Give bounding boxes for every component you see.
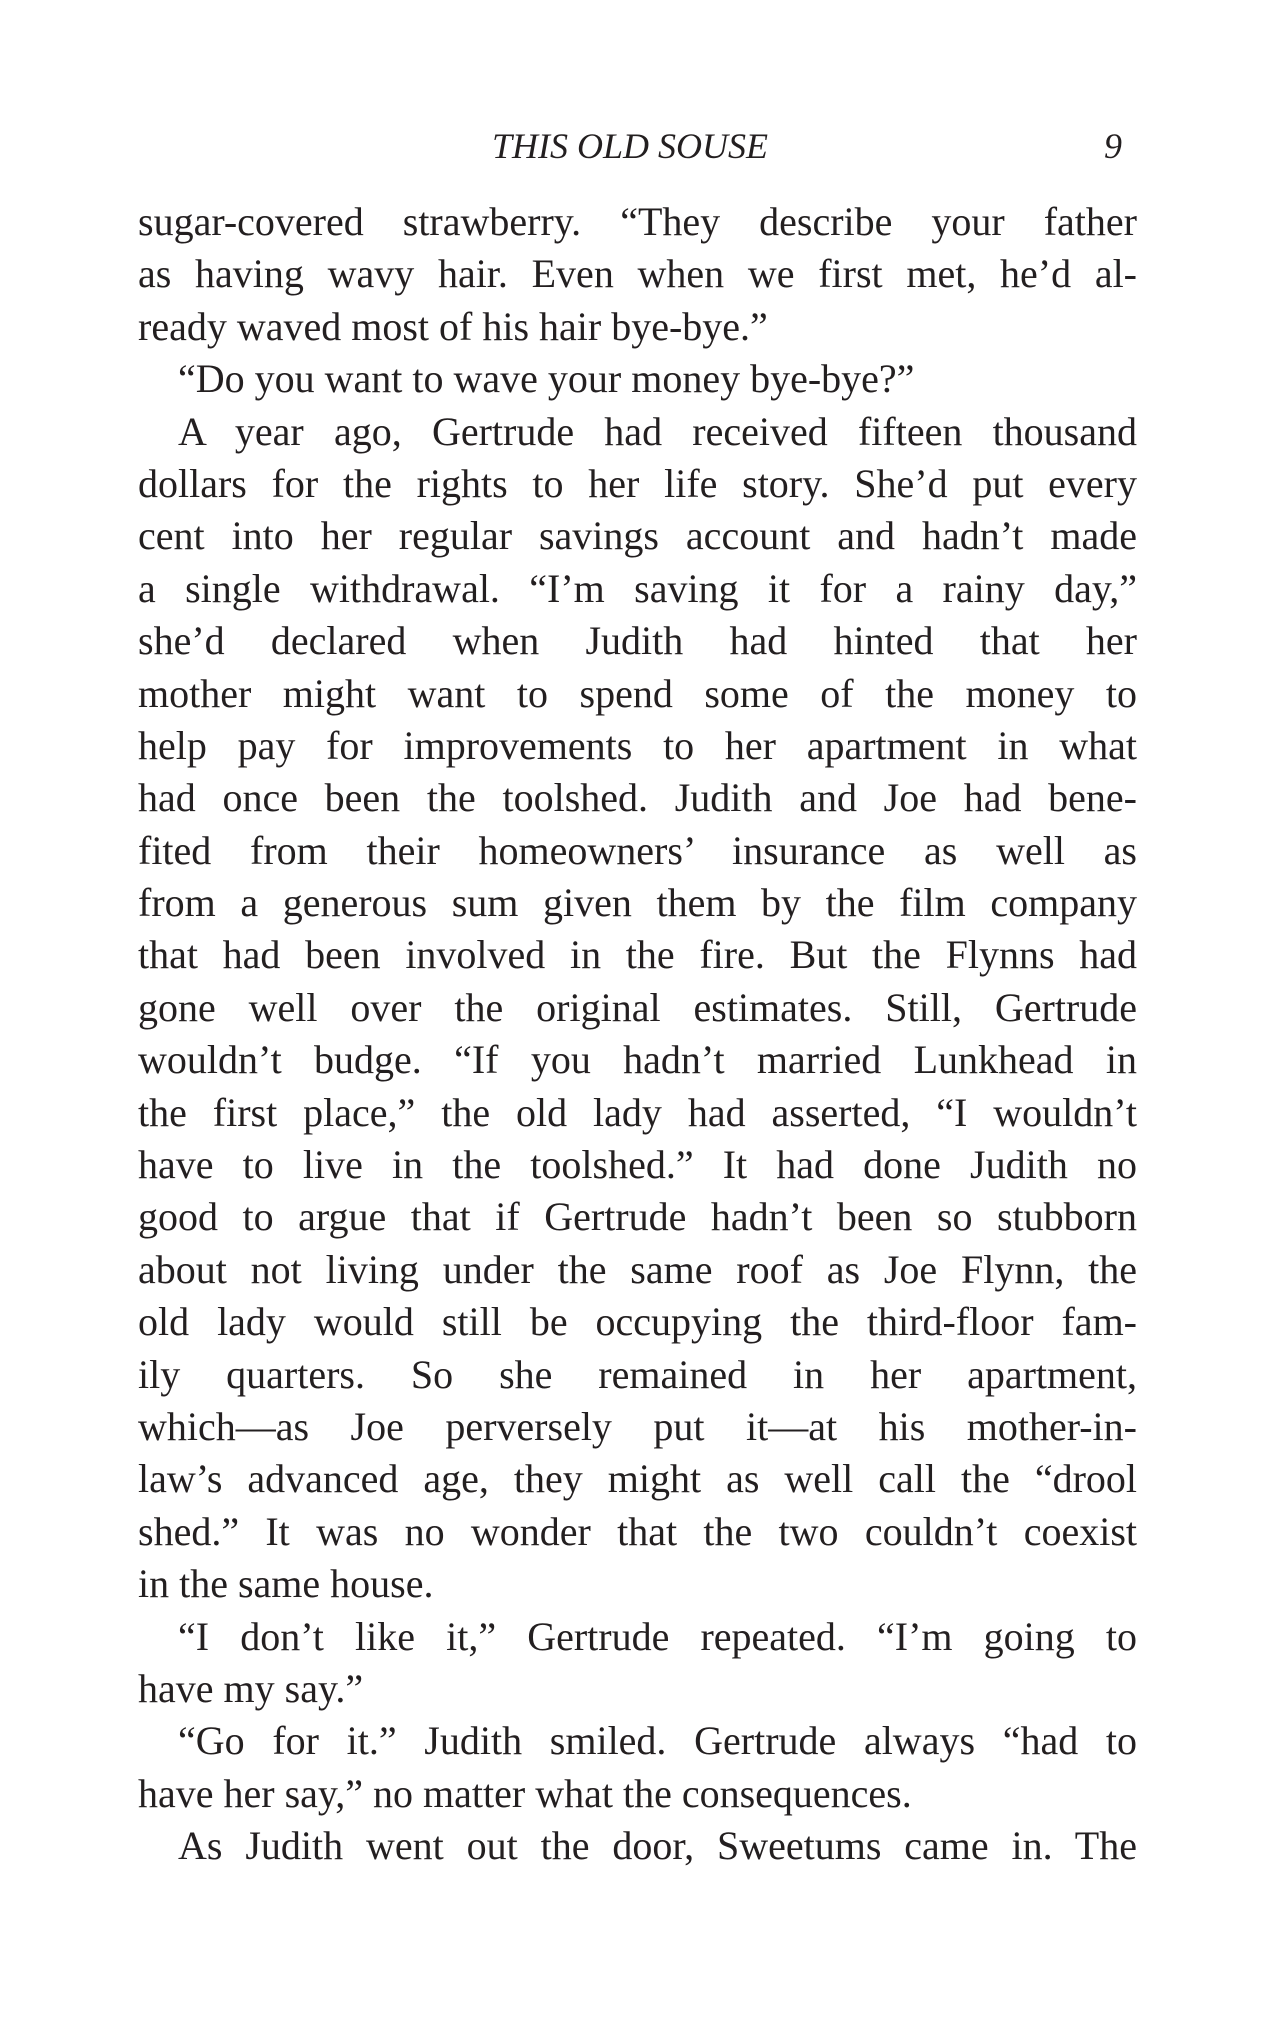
text-line: in the same house. — [138, 1561, 434, 1607]
text-line: she’d declared when Judith had hinted that her — [138, 618, 1137, 664]
text-line: A year ago, Gertrude had received fifteen thousand — [178, 408, 1137, 454]
text-line: shed.” It was no wonder that the two couldn’t coexist — [138, 1508, 1137, 1554]
text-line: sugar-covered strawberry. “They describe your father — [138, 199, 1137, 244]
text-line: from a generous sum given them by the film company — [138, 880, 1137, 926]
text-line: have her say,” no matter what the consequences. — [138, 1770, 912, 1816]
text-line: have to live in the toolshed.” It had done Judith no — [138, 1142, 1137, 1188]
text-line: the first place,” the old lady had asserted, “I wouldn’t — [138, 1089, 1137, 1135]
text-line: ily quarters. So she remained in her apartment, — [138, 1351, 1137, 1397]
text-line: “Do you want to wave your money bye-bye?” — [178, 356, 915, 402]
text-line: as having wavy hair. Even when we first met, he’d al- — [138, 251, 1137, 297]
body-text — [138, 196, 1137, 1873]
text-line: ready waved most of his hair bye-bye.” — [138, 303, 768, 349]
text-line: mother might want to spend some of the money to — [138, 670, 1137, 716]
text-line: “I don’t like it,” Gertrude repeated. “I’m going to — [178, 1613, 1137, 1659]
text-line: gone well over the original estimates. Still, Gertrude — [138, 984, 1137, 1030]
text-line: about not living under the same roof as Joe Flynn, the — [138, 1246, 1137, 1292]
text-line: old lady would still be occupying the third-floor fam- — [138, 1299, 1137, 1345]
text-line: cent into her regular savings account and hadn’t made — [138, 513, 1137, 559]
page-number: 9 — [1104, 126, 1122, 166]
text-line: As Judith went out the door, Sweetums came in. The — [178, 1823, 1137, 1869]
text-line: law’s advanced age, they might as well call the “drool — [138, 1456, 1137, 1502]
text-line: help pay for improvements to her apartment in what — [138, 722, 1137, 768]
text-line: “Go for it.” Judith smiled. Gertrude always “had to — [178, 1718, 1137, 1764]
text-line: have my say.” — [138, 1665, 364, 1711]
text-line: which—as Joe perversely put it—at his mother-in- — [138, 1403, 1137, 1449]
running-title: THIS OLD SOUSE — [491, 126, 768, 166]
text-line: wouldn’t budge. “If you hadn’t married Lunkhead in — [138, 1037, 1137, 1083]
text-line: a single withdrawal. “I’m saving it for a rainy day,” — [138, 565, 1137, 611]
running-header — [138, 120, 1122, 172]
text-line: good to argue that if Gertrude hadn’t been so stubborn — [138, 1194, 1137, 1240]
text-line: dollars for the rights to her life story. She’d put every — [138, 460, 1137, 506]
text-line: that had been involved in the fire. But the Flynns had — [138, 932, 1137, 978]
text-line: fited from their homeowners’ insurance as well as — [138, 827, 1137, 873]
text-line: had once been the toolshed. Judith and Joe had bene- — [138, 775, 1137, 821]
